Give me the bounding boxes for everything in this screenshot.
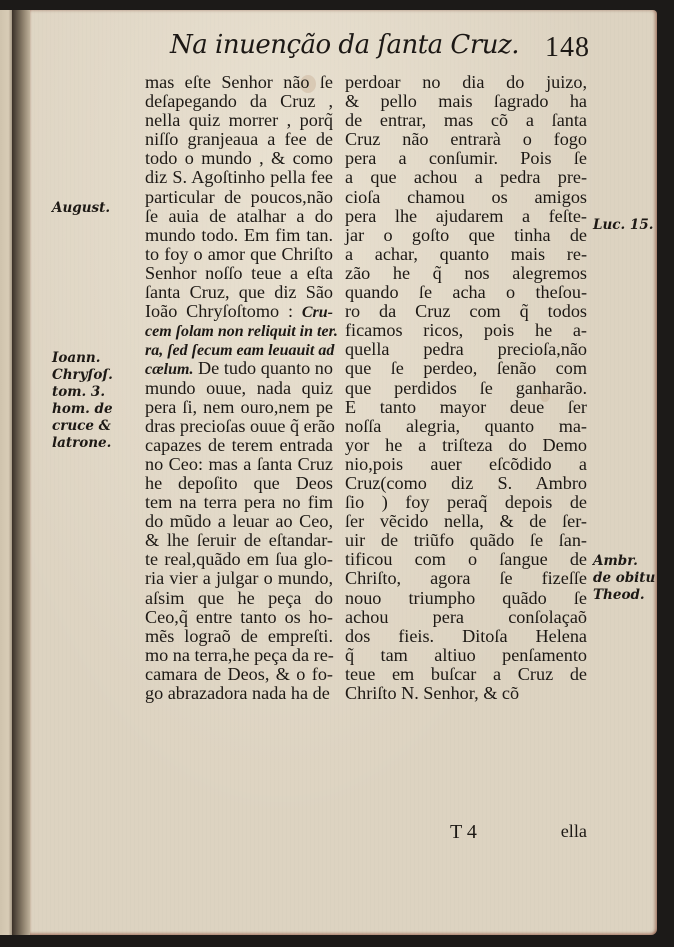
text-line: te real,quãdo em ſua glo- bbox=[145, 549, 333, 570]
text-line: noſſa alegria, quanto ma- bbox=[345, 415, 587, 436]
marginal-note-line: hom. de bbox=[52, 401, 113, 417]
book-gutter bbox=[12, 10, 32, 935]
text-line: capazes de terem entrada bbox=[145, 434, 333, 455]
marginal-note-line: Chryſoſ. bbox=[52, 367, 113, 383]
text-line: deſapegando da Cruz , bbox=[145, 91, 333, 112]
text-line: he depoſito que Deos bbox=[145, 472, 333, 493]
marginal-note-line: latrone. bbox=[52, 435, 112, 451]
text-line: E tanto mayor deue ſer bbox=[345, 396, 587, 417]
marginal-note-line: August. bbox=[52, 200, 111, 216]
text-line: Cruz não entrarà o fogo bbox=[345, 129, 587, 150]
text-line: mas eſte Senhor não ſe bbox=[145, 72, 333, 92]
text-line: tem na terra pera no fim bbox=[145, 492, 333, 513]
text-line: go abrazadora nada ha de bbox=[145, 683, 330, 703]
text-line: ficamos ricos, pois he a- bbox=[345, 320, 587, 341]
text-line: mo na terra,he peça da re- bbox=[145, 644, 334, 665]
marginal-note-line: de obitu bbox=[593, 570, 656, 586]
text-line: niſſo granjeaua a fee de bbox=[145, 129, 333, 150]
left-text-column bbox=[145, 72, 338, 703]
text-line: dras precioſas ouue q̃ erão bbox=[145, 415, 335, 436]
text-line: ria vier a julgar o mundo, bbox=[145, 568, 333, 589]
marginal-note-line: tom. 3. bbox=[52, 384, 106, 400]
page-footer bbox=[345, 821, 587, 843]
text-line: jar o goſto que tinha de bbox=[345, 224, 587, 245]
marginal-note-line: cruce & bbox=[52, 418, 111, 434]
text-line: nio,pois auer eſcõdido a bbox=[345, 453, 587, 474]
marginal-note-ambrose bbox=[593, 553, 655, 604]
text-line: pera a conſumir. Pois ſe bbox=[345, 148, 587, 169]
text-line: tificou com o ſangue de bbox=[345, 549, 587, 570]
text-line: & pello mais ſagrado ha bbox=[345, 91, 587, 112]
text-line: cælum. De tudo quanto no bbox=[145, 358, 333, 379]
background-edge bbox=[657, 10, 674, 947]
text-line: nouo triumpho quãdo ſe bbox=[345, 587, 587, 608]
text-line: dos fieis. Ditoſa Helena bbox=[345, 625, 587, 646]
text-line: ſio ) foy peraq̃ depois de bbox=[345, 492, 587, 513]
text-line: particular de poucos,não bbox=[145, 186, 333, 207]
text-line: Ceo,q̃ entre tanto os ho- bbox=[145, 606, 333, 627]
text-line: ſanta Cruz, que diz São bbox=[145, 282, 333, 303]
text-line: nella quiz morrer , porq̃ bbox=[145, 110, 333, 131]
text-line: mẽs lograõ de empreſti. bbox=[145, 625, 333, 646]
marginal-note-line: Theod. bbox=[593, 587, 645, 603]
page-header bbox=[170, 30, 590, 70]
text-line: zão he q̃ nos alegremos bbox=[345, 262, 587, 283]
marginal-note-line: Ambr. bbox=[593, 553, 638, 569]
text-line: diz S. Agoſtinho pella fee bbox=[145, 167, 333, 188]
text-line: & lhe ſeruir de eſtandar- bbox=[145, 530, 333, 551]
text-line: que ſe perdeo, ſenão com bbox=[345, 358, 587, 379]
marginal-note-line: Ioann. bbox=[52, 350, 101, 366]
text-line: Cruz(como diz S. Ambro bbox=[345, 472, 587, 493]
text-line: Senhor noſſo teue a eſta bbox=[145, 262, 333, 283]
marginal-note-chrysostom bbox=[52, 350, 113, 452]
text-line: todo o mundo , & como bbox=[145, 148, 333, 169]
text-line: de entrar, mas cõ a ſanta bbox=[345, 110, 587, 131]
text-line: no Ceo: mas a ſanta Cruz bbox=[145, 453, 333, 474]
text-line: do mũdo a leuar ao Ceo, bbox=[145, 511, 333, 532]
text-line: ro da Cruz com q̃ todos bbox=[345, 301, 587, 322]
text-line: aſsim que he peça do bbox=[145, 587, 333, 608]
text-line: Chriſto N. Senhor, & cõ bbox=[345, 683, 520, 703]
text-line: a achar, quanto mais re- bbox=[345, 243, 587, 264]
text-line: quella pedra precioſa,não bbox=[345, 339, 587, 360]
running-title: Na inuenção da ſanta Cruz. bbox=[170, 30, 519, 60]
catchword: ella bbox=[560, 821, 587, 841]
text-line: yor he a triſteza do Demo bbox=[345, 434, 587, 455]
marginal-note-augustine bbox=[52, 200, 110, 217]
text-line: uir de triũfo quãdo ſe ſan- bbox=[345, 530, 587, 551]
text-line: Chriſto, agora ſe fizeſſe bbox=[345, 568, 587, 589]
right-text-column bbox=[345, 73, 587, 703]
text-line: que perdidos ſe ganharão. bbox=[345, 377, 587, 398]
text-line: ſer vẽcido nella, & de ſer- bbox=[345, 511, 587, 532]
text-line: cem ſolam non reliquit in ter. bbox=[145, 323, 338, 341]
text-line: ſe auia de atalhar a do bbox=[145, 205, 333, 226]
text-line: achou pera conſolaçaõ bbox=[345, 606, 587, 627]
text-line: pera lhe ajudarem a feſte- bbox=[345, 205, 587, 226]
text-line: to foy o amor que Chriſto bbox=[145, 243, 333, 264]
page-number: 148 bbox=[545, 32, 590, 63]
text-line: pera ſi, nem ouro,nem pe bbox=[145, 396, 333, 417]
text-line: perdoar no dia do juizo, bbox=[345, 72, 587, 92]
marginal-note-luke bbox=[593, 217, 653, 234]
text-line: ra, ſed ſecum eam leuauit ad bbox=[145, 342, 335, 360]
text-line: camara de Deos, & o fo- bbox=[145, 663, 333, 684]
text-line: mundo todo. Em fim tan. bbox=[145, 224, 333, 245]
signature-mark: T 4 bbox=[450, 821, 477, 843]
text-line: a que achou a pedra pre- bbox=[345, 167, 587, 188]
text-line: Ioão Chryſoſtomo : Cru- bbox=[145, 301, 333, 322]
text-line: mundo ouue, nada quiz bbox=[145, 377, 333, 398]
text-line: quando ſe acha o theſou- bbox=[345, 282, 587, 303]
text-line: cioſa chamou os amigos bbox=[345, 186, 587, 207]
text-line: q̃ tam altiuo penſamento bbox=[345, 644, 587, 665]
marginal-note-line: Luc. 15. bbox=[593, 217, 654, 233]
text-line: teue em buſcar a Cruz de bbox=[345, 663, 587, 684]
